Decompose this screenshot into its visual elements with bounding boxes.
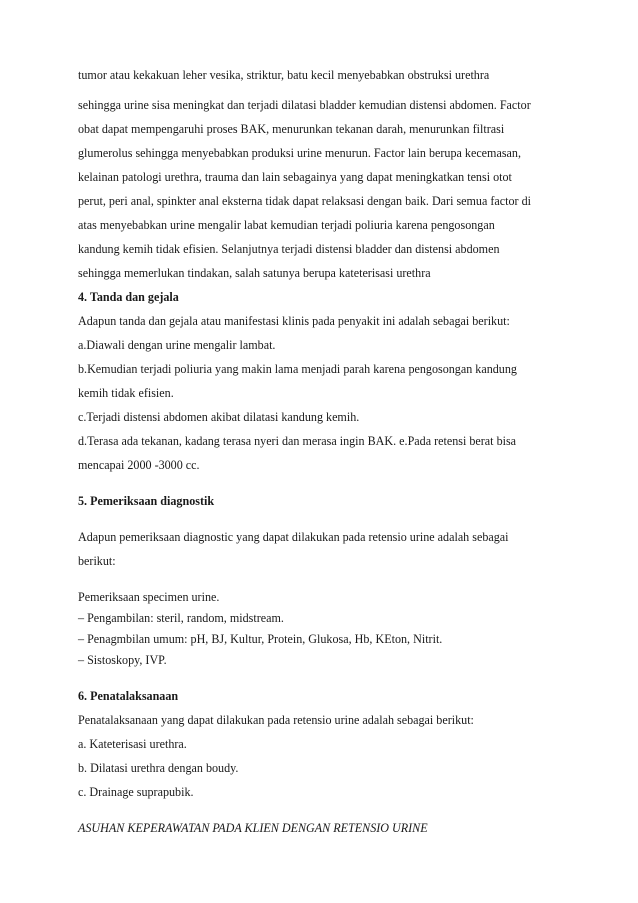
list-item: a.Diawali dengan urine mengalir lambat. [78, 338, 276, 352]
paragraph-line: tumor atau kekakuan leher vesika, striktur, batu kecil menyebabkan obstruksi urethra [78, 68, 490, 82]
list-item: c.Terjadi distensi abdomen akibat dilatasi kandung kemih. [78, 410, 360, 424]
paragraph-line: glumerolus sehingga menyebabkan produksi urine menurun. Factor lain berupa kecemasan, [78, 146, 521, 160]
section-heading-tanda-gejala: 4. Tanda dan gejala [78, 290, 179, 304]
paragraph-line: kandung kemih tidak efisien. Selanjutnya terjadi distensi bladder dan distensi abdomen [78, 242, 500, 256]
section-line: Adapun tanda dan gejala atau manifestasi klinis pada penyakit ini adalah sebagai berikut: [78, 314, 510, 328]
closing-title: ASUHAN KEPERAWATAN PADA KLIEN DENGAN RETENSIO URINE [78, 821, 428, 835]
list-item: b. Dilatasi urethra dengan boudy. [78, 761, 239, 775]
section-line: Penatalaksanaan yang dapat dilakukan pada retensio urine adalah sebagai berikut: [78, 713, 474, 727]
list-item-continuation: kemih tidak efisien. [78, 386, 174, 400]
paragraph-line: sehingga memerlukan tindakan, salah satunya berupa kateterisasi urethra [78, 266, 431, 280]
list-item-continuation: mencapai 2000 -3000 cc. [78, 458, 200, 472]
list-item: d.Terasa ada tekanan, kadang terasa nyeri dan merasa ingin BAK. e.Pada retensi berat bisa [78, 434, 517, 448]
paragraph-line: kelainan patologi urethra, trauma dan lain sebagainya yang dapat meningkatkan tensi otot [78, 170, 512, 184]
paragraph-line: perut, peri anal, spinkter anal eksterna tidak dapat relaksasi dengan baik. Dari semua factor di [78, 194, 532, 208]
paragraph-line: atas menyebabkan urine mengalir labat kemudian terjadi poliuria karena pengosongan [78, 218, 495, 232]
list-item: b.Kemudian terjadi poliuria yang makin lama menjadi parah karena pengosongan kandung [78, 362, 517, 376]
paragraph-line: obat dapat mempengaruhi proses BAK, menurunkan tekanan darah, menurunkan filtrasi [78, 122, 505, 136]
paragraph-line: sehingga urine sisa meningkat dan terjadi dilatasi bladder kemudian distensi abdomen. Factor [78, 98, 531, 112]
section-line: berikut: [78, 554, 116, 568]
section-line: Pemeriksaan specimen urine. [78, 590, 220, 604]
list-item: a. Kateterisasi urethra. [78, 737, 187, 751]
list-item: – Pengambilan: steril, random, midstream. [78, 611, 284, 625]
section-heading-penatalaksanaan: 6. Penatalaksanaan [78, 689, 179, 703]
list-item: – Penagmbilan umum: pH, BJ, Kultur, Protein, Glukosa, Hb, KEton, Nitrit. [78, 632, 443, 646]
list-item: c. Drainage suprapubik. [78, 785, 194, 799]
section-line: Adapun pemeriksaan diagnostic yang dapat dilakukan pada retensio urine adalah sebagai [78, 530, 509, 544]
list-item: – Sistoskopy, IVP. [78, 653, 167, 667]
section-heading-pemeriksaan: 5. Pemeriksaan diagnostik [78, 494, 215, 508]
